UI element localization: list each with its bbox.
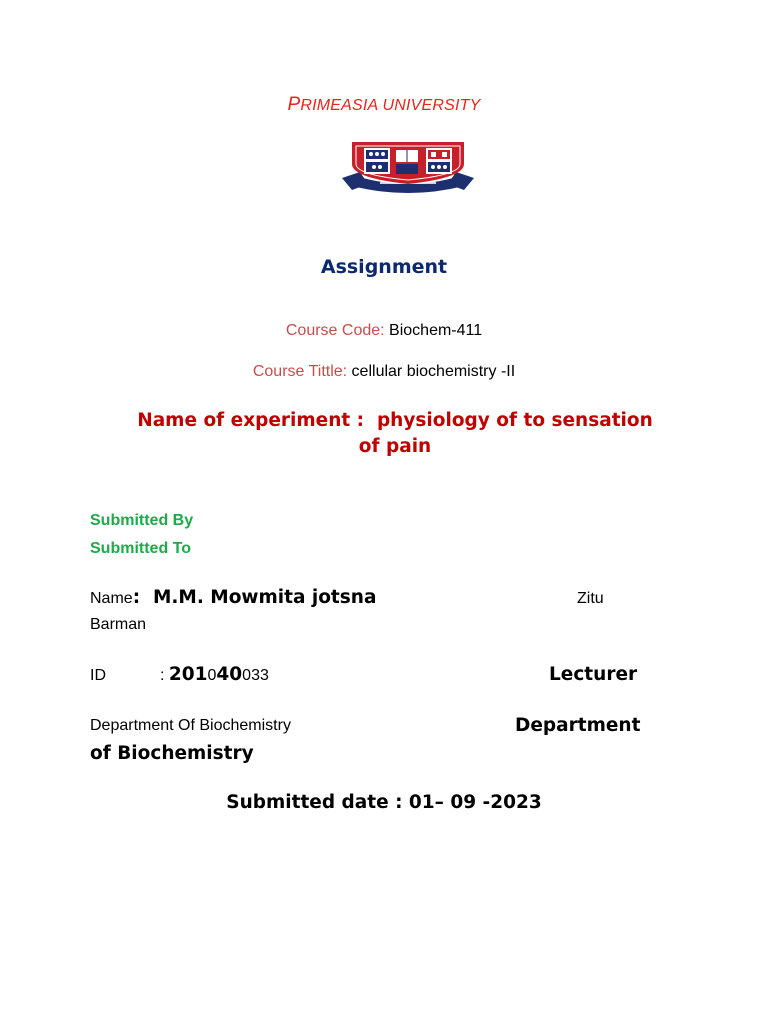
student-id-part-2: 0 — [207, 667, 217, 684]
student-id-part-4: 033 — [242, 667, 269, 684]
course-title-value: cellular biochemistry -II — [347, 363, 516, 380]
teacher-designation: Lecturer — [549, 664, 638, 685]
submitted-by-label: Submitted By — [90, 512, 194, 529]
id-colon: : — [160, 667, 169, 684]
course-title-label: Course Tittle: — [252, 363, 348, 380]
assignment-heading: Assignment — [320, 256, 448, 278]
course-code-label: Course Code: — [285, 322, 385, 339]
student-id-part-1: 201 — [168, 664, 208, 685]
id-label: ID — [90, 667, 106, 684]
name-label: Name — [90, 590, 133, 607]
experiment-title — [90, 408, 700, 460]
submitted-date: Submitted date : 01– 09 -2023 — [226, 792, 542, 813]
submitted-to-label: Submitted To — [90, 540, 192, 557]
university-title-initial: P — [287, 94, 301, 115]
student-name: : M.M. Mowmita jotsna — [132, 587, 377, 608]
course-code-value: Biochem-411 — [384, 322, 483, 339]
course-title-line — [0, 363, 768, 381]
teacher-surname: Barman — [90, 616, 147, 633]
experiment-title-line-2: of pain — [358, 436, 432, 457]
student-name-row — [90, 587, 376, 608]
student-id-row — [90, 664, 269, 685]
teacher-department-line-2: of Biochemistry — [90, 743, 254, 764]
university-crest-icon — [338, 138, 478, 194]
student-department: Department Of Biochemistry — [90, 717, 291, 734]
teacher-name: Zitu — [577, 590, 604, 607]
experiment-title-line-1: Name of experiment : physiology of to sensation — [137, 410, 653, 431]
teacher-department-line-1: Department — [515, 715, 641, 736]
university-title — [0, 94, 768, 116]
course-code-line — [0, 322, 768, 340]
student-id-part-3: 40 — [216, 664, 243, 685]
university-title-rest: RIMEASIA UNIVERSITY — [300, 97, 481, 114]
